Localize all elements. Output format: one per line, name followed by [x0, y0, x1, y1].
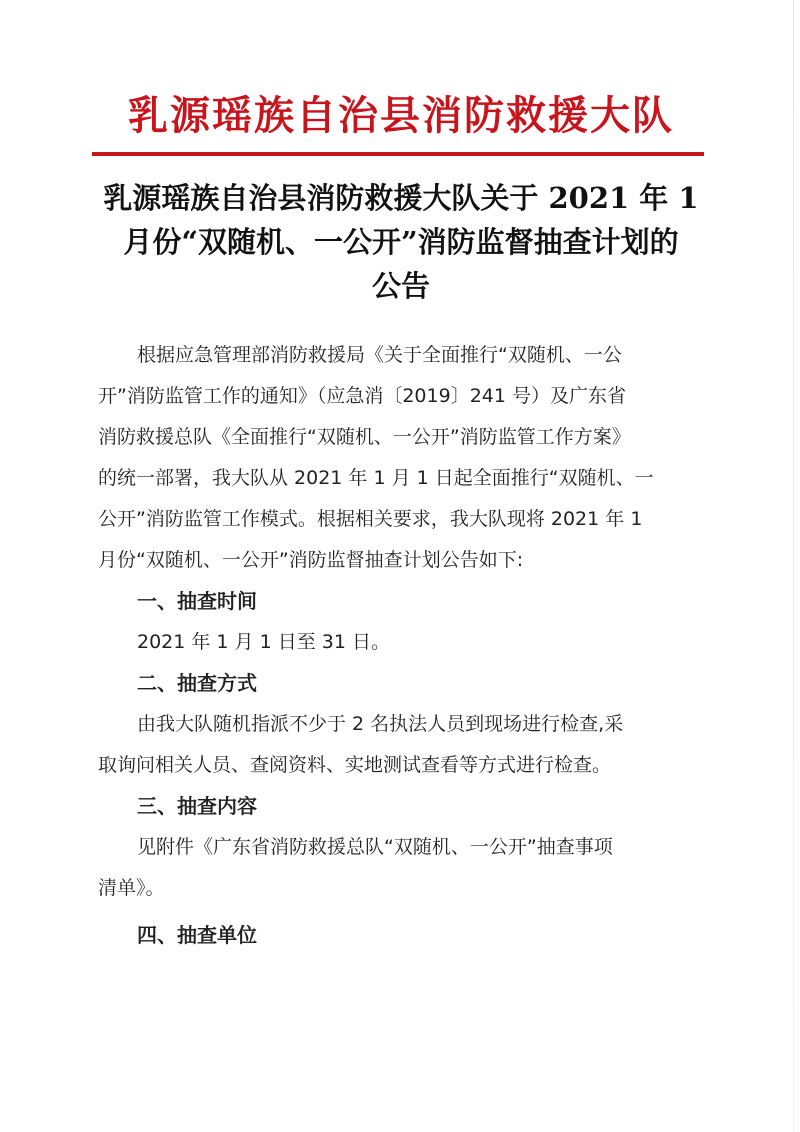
intro-line-1: 根据应急管理部消防救援局《关于全面推行“双随机、一公 [137, 344, 622, 366]
section-3-line-1: 见附件《广东省消防救援总队“双随机、一公开”抽查事项 [137, 836, 613, 858]
section-3-line-2: 清单》。 [98, 877, 165, 899]
letterhead-org-name: 乳源瑶族自治县消防救援大队 [128, 92, 674, 139]
section-2-line-1: 由我大队随机指派不少于 2 名执法人员到现场进行检查,采 [137, 713, 624, 735]
section-2-line-2: 取询问相关人员、查阅资料、实地测试查看等方式进行检查。 [98, 754, 612, 776]
intro-line-2: 开”消防监管工作的通知》（应急消〔2019〕241 号）及广东省 [98, 385, 627, 407]
title-line-2: 月份“双随机、一公开”消防监督抽查计划的 [123, 225, 679, 259]
section-4-heading: 四、抽查单位 [137, 923, 257, 947]
section-2-heading: 二、抽查方式 [137, 671, 257, 695]
title-line-1: 乳源瑶族自治县消防救援大队关于 2021 年 1 [103, 181, 699, 215]
intro-line-5: 公开”消防监管工作模式。根据相关要求，我大队现将 2021 年 1 [98, 508, 643, 530]
section-3-heading: 三、抽查内容 [137, 794, 257, 818]
document-body [98, 335, 698, 956]
intro-line-6: 月份“双随机、一公开”消防监督抽查计划公告如下: [98, 549, 524, 571]
intro-line-4: 的统一部署，我大队从 2021 年 1 月 1 日起全面推行“双随机、一 [98, 467, 654, 489]
intro-line-3: 消防救援总队《全面推行“双随机、一公开”消防监管工作方案》 [98, 426, 631, 448]
section-1-text: 2021 年 1 月 1 日至 31 日。 [137, 631, 390, 653]
title-line-3: 公告 [371, 269, 430, 303]
scan-edge-line [793, 0, 794, 1132]
section-1-heading: 一、抽查时间 [137, 589, 257, 613]
letterhead-red-rule [92, 152, 704, 156]
document-title [96, 176, 706, 308]
